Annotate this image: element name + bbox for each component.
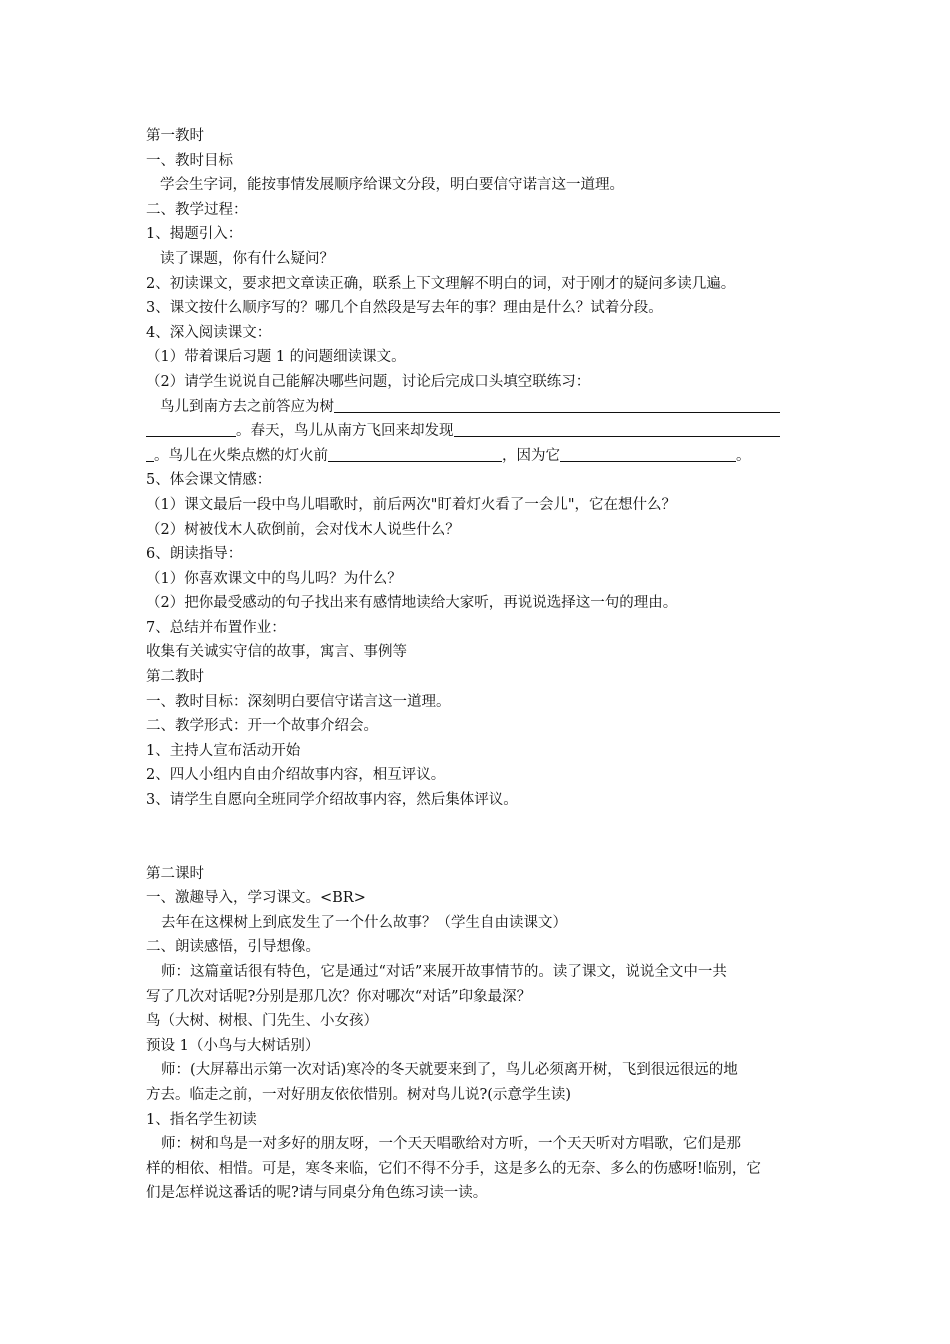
section-gap	[146, 813, 810, 862]
text-line: 二、教学形式：开一个故事介绍会。	[146, 718, 378, 735]
text-line: 5、体会课文情感：	[146, 472, 272, 489]
fill-blank	[328, 446, 502, 462]
text-line: （2）请学生说说自己能解决哪些问题，讨论后完成口头填空联练习：	[146, 373, 591, 390]
text-line: 第二教时	[146, 669, 204, 686]
fill-blank-line	[146, 395, 810, 420]
fill-blank	[334, 397, 780, 413]
text-line: （1）带着课后习题 1 的问题细读课文。	[146, 349, 406, 366]
text-line: 师：这篇童话很有特色，它是通过“对话”来展开故事情节的。读了课文，说说全文中一共	[161, 964, 727, 980]
fill-blank	[454, 421, 780, 437]
fill-blank	[146, 446, 154, 462]
text-line: 收集有关诚实守信的故事，寓言、事例等	[146, 644, 407, 661]
text-line: 去年在这棵树上到底发生了一个什么故事？（学生自由读课文）	[161, 914, 567, 931]
fill-text: 。	[736, 447, 751, 464]
text-line: 一、教时目标：深刻明白要信守诺言这一道理。	[146, 693, 451, 710]
text-line: 样的相依、相惜。可是，寒冬来临，它们不得不分手，这是多么的无奈、多么的伤感呀!临别，它	[146, 1160, 761, 1177]
text-line: 二、教学过程：	[146, 201, 248, 218]
fill-blank	[560, 446, 736, 462]
lesson-two-section	[146, 862, 810, 1206]
text-line: 鸟（大树、树根、门先生、小女孩）	[146, 1013, 378, 1030]
text-line: 一、教时目标	[146, 152, 233, 169]
text-line: 第一教时	[146, 128, 204, 144]
text-line: 学会生字词，能按事情发展顺序给课文分段，明白要信守诺言这一道理。	[160, 177, 624, 194]
text-line: 2、四人小组内自由介绍故事内容，相互评议。	[146, 767, 446, 784]
text-line: 们是怎样说这番话的呢?请与同桌分角色练习读一读。	[146, 1185, 488, 1202]
text-line: 3、请学生自愿向全班同学介绍故事内容，然后集体评议。	[146, 792, 518, 809]
text-line: 7、总结并布置作业：	[146, 619, 286, 636]
fill-text: 。春天，鸟儿从南方飞回来却发现	[236, 423, 454, 440]
text-line: 预设 1（小鸟与大树话别）	[146, 1037, 320, 1054]
text-line: （2）把你最受感动的句子找出来有感情地读给大家听，再说说选择这一句的理由。	[146, 595, 678, 612]
fill-text: 。鸟儿在火柴点燃的灯火前	[154, 447, 328, 464]
text-line: 1、主持人宣布活动开始	[146, 742, 301, 759]
text-line: 2、初读课文，要求把文章读正确，联系上下文理解不明白的词，对于刚才的疑问多读几遍。	[146, 275, 736, 292]
fill-blank-line	[146, 419, 810, 444]
fill-blank	[146, 421, 236, 437]
text-line: 写了几次对话呢?分别是那几次？你对哪次“对话”印象最深？	[146, 988, 532, 1005]
text-line: 读了课题，你有什么疑问？	[160, 250, 334, 267]
text-line: （2）树被伐木人砍倒前，会对伐木人说些什么？	[146, 521, 460, 538]
text-line: 师：树和鸟是一对多好的朋友呀，一个天天唱歌给对方听，一个天天听对方唱歌，它们是那	[161, 1136, 741, 1153]
text-line: （1）你喜欢课文中的鸟儿吗？为什么？	[146, 570, 402, 587]
text-line: 1、揭题引入：	[146, 226, 243, 243]
text-line: 4、深入阅读课文：	[146, 324, 272, 341]
text-line: 二、朗读感悟，引导想像。	[146, 939, 320, 956]
text-line: 第二课时	[146, 865, 204, 882]
text-line: 1、指名学生初读	[146, 1111, 257, 1128]
fill-text: 鸟儿到南方去之前答应为树	[160, 398, 334, 415]
text-line: （1）课文最后一段中鸟儿唱歌时，前后两次"盯着灯火看了一会儿"，它在想什么？	[146, 496, 677, 513]
fill-text: ，因为它	[502, 447, 560, 464]
text-line: 师：(大屏幕出示第一次对话)寒冷的冬天就要来到了，鸟儿必须离开树，飞到很远很远的地	[161, 1062, 738, 1079]
text-line: 方去。临走之前，一对好朋友依依惜别。树对鸟儿说?(示意学生读)	[146, 1086, 572, 1103]
lesson-one-section	[146, 124, 810, 813]
text-line: 一、激趣导入，学习课文。<BR>	[146, 890, 366, 907]
text-line: 6、朗读指导：	[146, 546, 243, 563]
fill-blank-line	[146, 444, 810, 469]
text-line: 3、课文按什么顺序写的？哪几个自然段是写去年的事？理由是什么？试着分段。	[146, 300, 663, 317]
document-page	[146, 124, 810, 1206]
